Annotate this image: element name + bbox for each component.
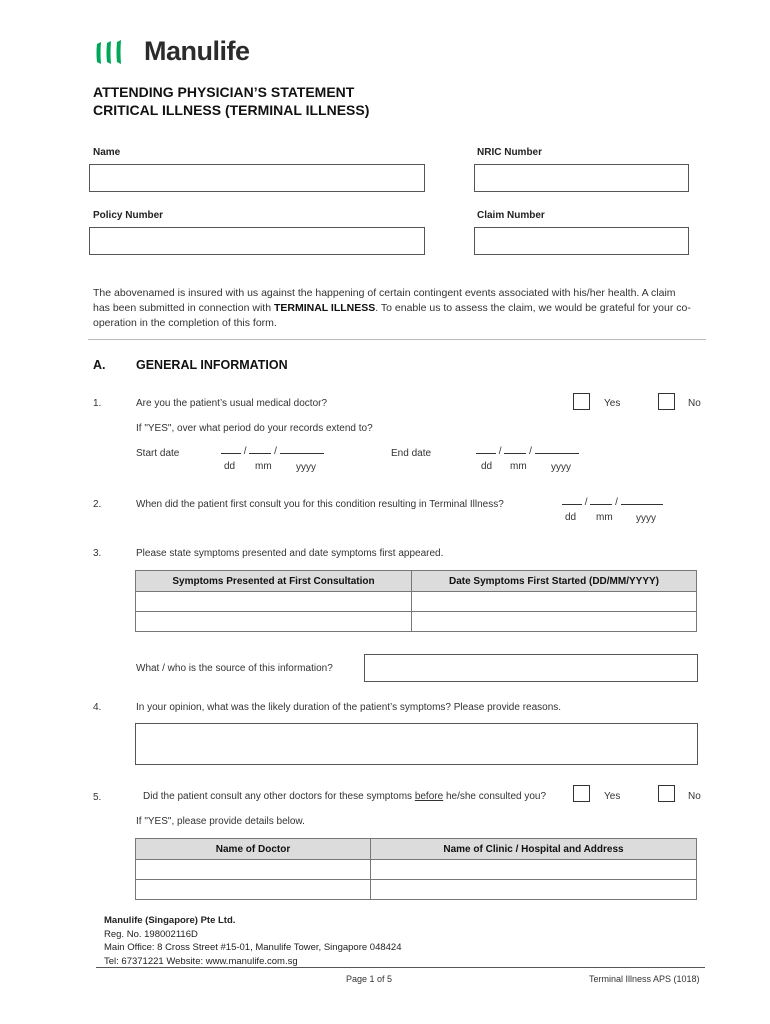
q2-dd-hint: dd (565, 512, 577, 523)
q4-text: In your opinion, what was the likely duration of the patient’s symptoms? Please provide reasons. (136, 702, 562, 713)
intro-paragraph (93, 286, 693, 331)
q2-date-field[interactable] (562, 497, 663, 508)
nric-label: NRIC Number (477, 147, 543, 158)
company-footer (104, 914, 402, 968)
brand-logo-text: Manulife (144, 36, 250, 66)
duration-field[interactable] (135, 723, 698, 765)
form-title: ATTENDING PHYSICIAN’S STATEMENT (93, 84, 355, 100)
symptoms-table (135, 570, 697, 632)
page-number: Page 1 of 5 (346, 974, 393, 984)
name-field[interactable] (89, 164, 425, 192)
q5-text-post: he/she consulted you? (443, 791, 547, 802)
q1-followup-text: If "YES", over what period do your records extend to? (136, 423, 373, 434)
claim-number-field[interactable] (474, 227, 689, 255)
section-a-letter: A. (93, 358, 106, 372)
q4-number: 4. (93, 702, 102, 713)
date-started-cell[interactable] (412, 612, 697, 632)
date-separator: / (243, 446, 247, 457)
policy-label: Policy Number (93, 210, 164, 221)
policy-number-field[interactable] (89, 227, 425, 255)
start-date-label: Start date (136, 448, 180, 459)
q5-no-checkbox[interactable] (658, 785, 675, 802)
date-separator: / (274, 446, 277, 457)
company-name: Manulife (Singapore) Pte Ltd. (104, 915, 236, 926)
section-divider (88, 339, 706, 340)
nric-field[interactable] (474, 164, 689, 192)
form-code: Terminal Illness APS (1018) (589, 974, 700, 984)
start-date-field[interactable] (221, 446, 324, 457)
q2-text: When did the patient first consult you for this condition resulting in Terminal Illness? (136, 499, 504, 510)
date-started-cell[interactable] (412, 592, 697, 612)
start-mm-hint: mm (255, 461, 272, 472)
q5-text-underlined: before (414, 791, 444, 802)
end-mm-hint: mm (510, 461, 527, 472)
end-date-label: End date (391, 448, 432, 459)
table-row (136, 860, 697, 880)
q2-mm-hint: mm (596, 512, 613, 523)
q5-yes-label: Yes (604, 791, 621, 802)
q3-text: Please state symptoms presented and date symptoms first appeared. (136, 548, 444, 559)
intro-text-part1: The abovenamed is insured with us against the happening of certain contingent events associated with his/her health. A claim has been submitted in connection with (93, 287, 676, 314)
date-started-col-header: Date Symptoms First Started (DD/MM/YYYY) (412, 571, 697, 592)
intro-text-part2: . To enable us to assess the claim, we would be grateful for your co-operation in the completion of this form. (93, 302, 691, 329)
q2-number: 2. (93, 499, 102, 510)
end-date-field[interactable] (476, 446, 579, 457)
other-doctors-table (135, 838, 697, 900)
q1-yes-label: Yes (604, 398, 621, 409)
source-field[interactable] (364, 654, 698, 682)
q1-no-label: No (688, 398, 701, 409)
end-dd-hint: dd (481, 461, 493, 472)
company-contact: Tel: 67371221 Website: www.manulife.com.sg (104, 955, 298, 967)
doctor-name-cell[interactable] (136, 880, 371, 900)
section-a-heading: GENERAL INFORMATION (136, 358, 288, 372)
q5-text (143, 791, 546, 802)
table-row (136, 880, 697, 900)
q2-yyyy-hint: yyyy (636, 513, 656, 524)
q1-number: 1. (93, 398, 102, 409)
q5-yes-checkbox[interactable] (573, 785, 590, 802)
q5-followup-text: If "YES", please provide details below. (136, 816, 305, 827)
clinic-cell[interactable] (371, 880, 697, 900)
footer-divider (96, 967, 705, 968)
name-label: Name (93, 147, 121, 158)
manulife-logo-icon (95, 40, 125, 66)
clinic-cell[interactable] (371, 860, 697, 880)
date-separator: / (584, 497, 588, 508)
company-reg: Reg. No. 198002116D (104, 928, 198, 940)
date-separator: / (498, 446, 502, 457)
q1-text: Are you the patient’s usual medical doctor? (136, 398, 328, 409)
form-subtitle: CRITICAL ILLNESS (TERMINAL ILLNESS) (93, 102, 370, 118)
doctor-name-cell[interactable] (136, 860, 371, 880)
q5-no-label: No (688, 791, 701, 802)
end-yyyy-hint: yyyy (551, 462, 571, 473)
q3-number: 3. (93, 548, 102, 559)
claim-label: Claim Number (477, 210, 545, 221)
company-office: Main Office: 8 Cross Street #15-01, Manulife Tower, Singapore 048424 (104, 942, 402, 953)
symptoms-col-header: Symptoms Presented at First Consultation (136, 571, 412, 592)
q5-number: 5. (93, 792, 102, 803)
table-row (136, 592, 697, 612)
intro-text-bold: TERMINAL ILLNESS (273, 302, 376, 314)
symptoms-cell[interactable] (136, 612, 412, 632)
q1-no-checkbox[interactable] (658, 393, 675, 410)
table-row (136, 612, 697, 632)
q5-text-pre: Did the patient consult any other doctors for these symptoms (143, 791, 415, 802)
start-dd-hint: dd (224, 461, 236, 472)
start-yyyy-hint: yyyy (296, 462, 316, 473)
source-label: What / who is the source of this information? (136, 663, 333, 674)
date-separator: / (615, 497, 618, 508)
doctor-name-col-header: Name of Doctor (136, 839, 371, 860)
clinic-col-header: Name of Clinic / Hospital and Address (371, 839, 697, 860)
date-separator: / (529, 446, 532, 457)
q1-yes-checkbox[interactable] (573, 393, 590, 410)
symptoms-cell[interactable] (136, 592, 412, 612)
